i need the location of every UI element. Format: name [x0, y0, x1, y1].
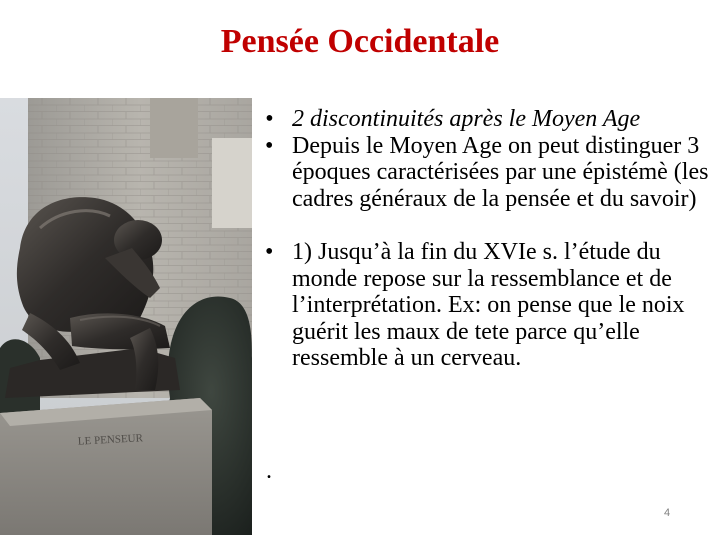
bullet-text: 1) Jusqu’à la fin du XVIe s. l’étude du monde repose sur la ressemblance et de l’interprétation. Ex: on pense que le noix guérit les maux de tete parce qu’elle ressemble à un cerveau. — [292, 239, 685, 371]
bullet-text: Depuis le Moyen Age on peut distinguer 3 époques caractérisées par une épistémè (les cadres généraux de la pensée et du savoir) — [292, 132, 709, 212]
bullet-item — [262, 133, 717, 213]
bullet-list — [262, 106, 717, 372]
bullet-marker: • — [265, 106, 274, 132]
bullet-item — [262, 239, 717, 372]
bullet-item — [262, 106, 717, 133]
bullet-text: 2 discontinuités après le Moyen Age — [292, 106, 641, 132]
slide-title: Pensée Occidentale — [220, 23, 500, 60]
pedestal-inscription: LE PENSEUR — [77, 432, 144, 448]
spacer — [262, 212, 717, 239]
stray-marker: . — [266, 458, 272, 484]
bullet-marker: • — [265, 132, 274, 159]
page-number: 4 — [664, 507, 671, 519]
bullet-marker: • — [265, 239, 274, 265]
thinker-statue-photo — [0, 98, 252, 535]
